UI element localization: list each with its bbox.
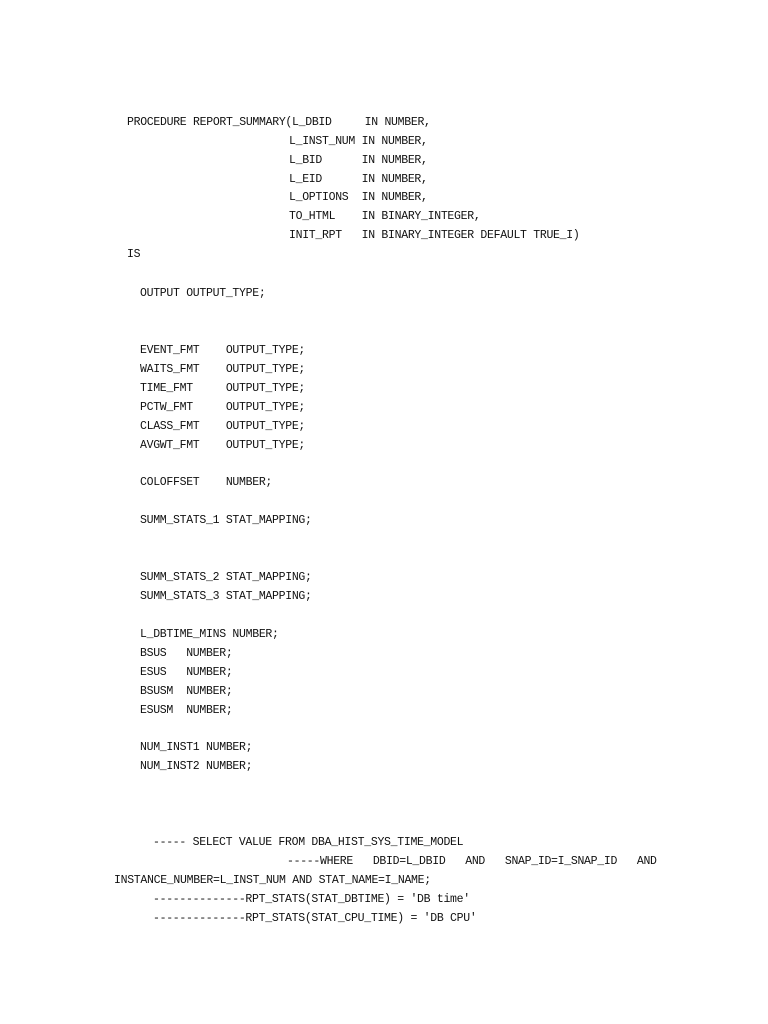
code-line: AVGWT_FMT OUTPUT_TYPE; bbox=[140, 439, 306, 452]
code-line: NUM_INST1 NUMBER; bbox=[140, 741, 253, 754]
code-line: SUMM_STATS_1 STAT_MAPPING; bbox=[140, 514, 312, 527]
code-line: CLASS_FMT OUTPUT_TYPE; bbox=[140, 420, 306, 433]
code-line: OUTPUT OUTPUT_TYPE; bbox=[140, 287, 266, 300]
code-line: SUMM_STATS_2 STAT_MAPPING; bbox=[140, 571, 312, 584]
code-line: TIME_FMT OUTPUT_TYPE; bbox=[140, 382, 306, 395]
code-line: L_EID IN NUMBER, bbox=[289, 173, 428, 186]
code-line: BSUS NUMBER; bbox=[140, 647, 233, 660]
code-line: INIT_RPT IN BINARY_INTEGER DEFAULT TRUE_I) bbox=[289, 229, 580, 242]
code-comment-line: --------------RPT_STATS(STAT_CPU_TIME) = 'DB CPU' bbox=[153, 912, 477, 925]
code-line: SUMM_STATS_3 STAT_MAPPING; bbox=[140, 590, 312, 603]
code-line: PCTW_FMT OUTPUT_TYPE; bbox=[140, 401, 306, 414]
code-line: IS bbox=[127, 248, 141, 261]
code-line: ESUS NUMBER; bbox=[140, 666, 233, 679]
code-line: L_BID IN NUMBER, bbox=[289, 154, 428, 167]
code-line: NUM_INST2 NUMBER; bbox=[140, 760, 253, 773]
code-line: EVENT_FMT OUTPUT_TYPE; bbox=[140, 344, 306, 357]
code-comment-line: ----- SELECT VALUE FROM DBA_HIST_SYS_TIME_MODEL bbox=[153, 836, 464, 849]
code-line: PROCEDURE REPORT_SUMMARY(L_DBID IN NUMBER, bbox=[127, 116, 431, 129]
code-comment-line: --------------RPT_STATS(STAT_DBTIME) = 'DB time' bbox=[153, 893, 470, 906]
code-line: L_OPTIONS IN NUMBER, bbox=[289, 191, 428, 204]
code-line: L_INST_NUM IN NUMBER, bbox=[289, 135, 428, 148]
code-line: TO_HTML IN BINARY_INTEGER, bbox=[289, 210, 481, 223]
code-line: L_DBTIME_MINS NUMBER; bbox=[140, 628, 279, 641]
code-comment-line: -----WHERE DBID=L_DBID AND SNAP_ID=I_SNAP_ID AND bbox=[287, 855, 657, 868]
code-line: WAITS_FMT OUTPUT_TYPE; bbox=[140, 363, 306, 376]
code-line: COLOFFSET NUMBER; bbox=[140, 476, 273, 489]
code-line: ESUSM NUMBER; bbox=[140, 704, 233, 717]
code-line: BSUSM NUMBER; bbox=[140, 685, 233, 698]
code-comment-line: INSTANCE_NUMBER=L_INST_NUM AND STAT_NAME=I_NAME; bbox=[114, 874, 431, 887]
